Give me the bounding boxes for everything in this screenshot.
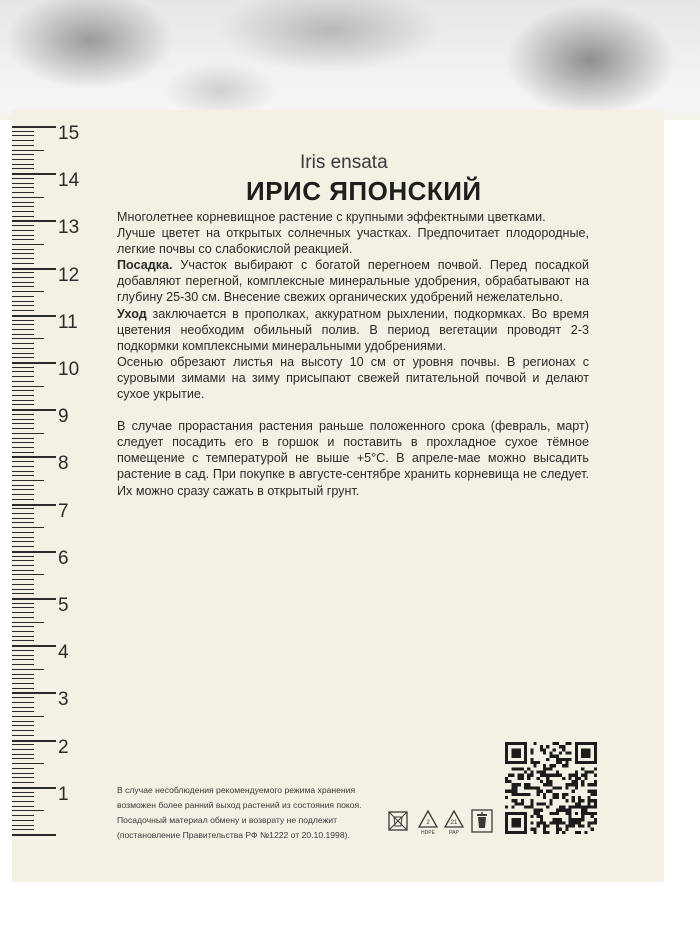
planting-label: Посадка. [117,258,173,273]
ruler-tick [12,301,34,302]
ruler-tick [12,249,34,250]
ruler-number: 14 [58,170,80,192]
ruler-tick [12,829,34,830]
ruler-tick [12,310,34,311]
ruler-tick [12,692,56,694]
ruler-number: 12 [58,264,80,286]
ruler-tick [12,442,34,443]
ruler-tick [12,650,34,651]
ruler-number: 6 [58,547,69,569]
ruler-tick [12,390,34,391]
ruler-tick [12,334,34,335]
care-text: заключается в прополках, аккуратном рыхлении, подкормках. Во время цветения необходим обильный полив. В период вегетации проводят 2-3 подкормки комплексными минеральными удобрениями. [117,306,589,353]
ruler-tick [12,631,34,632]
ruler-tick [12,574,44,575]
ruler-tick [12,664,34,665]
ruler-tick [12,475,34,476]
ruler-tick [12,754,34,755]
ruler-tick [12,367,34,368]
ruler-number: 4 [58,642,69,664]
ruler-tick [12,527,44,528]
ruler-tick [12,659,34,660]
recycle-hdpe-icon [417,808,439,836]
ruler-tick [12,683,34,684]
ruler-tick [12,669,44,670]
ruler-number: 10 [58,359,80,380]
ruler-tick [12,211,34,212]
ruler-tick [12,730,34,731]
ruler-tick [12,315,56,317]
ruler-tick [12,560,34,561]
ruler-tick [12,489,34,490]
ruler-number: 9 [58,406,69,428]
paragraph-care [117,306,589,354]
paragraph-autumn: Осенью обрезают листья на высоту 10 см от уровня почвы. В регионах с суровыми зимами на зиму присыпают свежей питательной почвой и делают сухое укрытие. [117,354,589,402]
ruler-tick [12,376,34,377]
ruler-tick [12,546,34,547]
ruler-tick [12,343,34,344]
ruler-number: 3 [58,689,69,711]
recycle-icons [387,808,497,836]
ruler-number: 1 [58,783,69,805]
ruler-tick [12,810,44,811]
ruler-tick [12,537,34,538]
footer-line: Посадочный материал обмену и возврату не подлежит [117,815,338,825]
ruler-tick [12,612,34,613]
ruler-tick [12,589,34,590]
ruler-tick [12,565,34,566]
ruler-tick [12,428,34,429]
ruler-number: 2 [58,736,69,758]
ruler-tick [12,655,34,656]
ruler-tick [12,513,34,514]
ruler-tick [12,763,44,764]
ruler-tick [12,456,56,458]
care-label: Уход [117,306,147,321]
pap-number: 21 [450,820,458,826]
ruler-tick [12,140,34,141]
ruler-tick [12,697,34,698]
ruler-tick [12,371,34,372]
ruler-tick [12,815,34,816]
ruler-tick [12,707,34,708]
ruler-tick [12,225,34,226]
ruler-tick [12,796,34,797]
ruler-tick [12,834,56,836]
ruler-tick [12,277,34,278]
trash-bin-icon [471,808,493,836]
ruler-tick [12,801,34,802]
paragraph-storage: В случае прорастания растения раньше положенного срока (февраль, март) следует посадить его в горшок и поставить в прохладное сухое тёмное помещение с температурой не выше +5°С. В апреле-мае можно высадить растение в сад. При покупке в августе-сентябре хранить корневища не следует. Их можно сразу сажать в открытый грунт. [117,419,589,498]
ruler-tick [12,678,34,679]
ruler-tick [12,291,44,292]
ruler-tick [12,286,34,287]
ruler-tick [12,551,56,553]
ruler-tick [12,178,34,179]
ruler-tick [12,338,44,339]
ruler-tick [12,485,34,486]
ruler-tick [12,768,34,769]
ruler-tick [12,183,34,184]
ruler-tick [12,579,34,580]
ruler-tick [12,640,34,641]
ruler-tick [12,150,44,151]
ruler-tick [12,716,44,717]
footer-line: (постановление Правительства РФ №1222 от 20.10.1998). [117,830,350,840]
ruler-tick [12,499,34,500]
ruler-tick [12,216,34,217]
ruler-tick [12,725,34,726]
ruler-tick [12,452,34,453]
ruler-tick [12,758,34,759]
ruler-tick [12,820,34,821]
ruler-number: 11 [58,311,78,333]
hdpe-label: HDPE [421,830,435,836]
ruler-tick [12,282,34,283]
ruler-tick [12,518,34,519]
ruler-tick [12,239,34,240]
ruler-tick [12,607,34,608]
ruler-tick [12,626,34,627]
ruler-tick [12,447,34,448]
ruler-tick [12,206,34,207]
footer-note [117,783,377,843]
ruler-tick [12,353,34,354]
ruler-tick [12,173,56,175]
ruler-tick [12,773,34,774]
ruler-tick [12,522,34,523]
ruler-tick [12,688,34,689]
ruler-tick [12,362,56,364]
ruler-number: 5 [58,595,69,616]
ruler-tick [12,423,34,424]
plastic-window [0,0,700,120]
ruler-tick [12,192,34,193]
ruler-tick [12,471,34,472]
ruler-tick [12,253,34,254]
footer-line: возможен более ранний выход растений из состояния покоя. [117,800,362,810]
planting-text: Участок выбирают с богатой перегноем почвой. Перед посадкой добавляют перегной, комплексные минеральные удобрения, обрабатывают на глубину 25-30 см. Внесение свежих органических удобрений нежелательно. [117,258,589,305]
pap-label: PAP [449,830,459,836]
ruler-tick [12,740,56,742]
ruler-tick [12,584,34,585]
plant-title: ИРИС ЯПОНСКИЙ [246,176,482,206]
hdpe-number: 2 [426,820,430,826]
ruler-tick [12,541,34,542]
ruler-tick [12,532,34,533]
ruler-tick [12,348,34,349]
ruler-tick [12,305,34,306]
ruler-tick [12,159,34,160]
ruler-tick [12,187,34,188]
ruler-tick [12,386,44,387]
ruler-tick [12,508,34,509]
ruler-tick [12,777,34,778]
footer-line: В случае несоблюдения рекомендуемого режима хранения [117,785,356,795]
ruler-tick [12,749,34,750]
ruler-tick [12,419,34,420]
ruler-tick [12,480,44,481]
ruler-tick [12,272,34,273]
ruler [12,118,92,838]
ruler-tick [12,711,34,712]
no-trash-box-icon [387,808,409,836]
ruler-tick [12,792,34,793]
ruler-tick [12,202,34,203]
recycle-pap-icon [443,808,465,836]
ruler-tick [12,721,34,722]
ruler-number: 13 [58,217,80,239]
paragraph-intro: Многолетнее корневищное растение с крупными эффектными цветками. [117,210,546,224]
qr-code [505,742,597,834]
ruler-tick [12,782,34,783]
ruler-tick [12,235,34,236]
ruler-tick [12,735,34,736]
ruler-tick [12,556,34,557]
ruler-tick [12,244,44,245]
ruler-number: 7 [58,500,69,522]
ruler-tick [12,164,34,165]
ruler-tick [12,135,34,136]
ruler-tick [12,466,34,467]
ruler-tick [12,504,56,506]
ruler-tick [12,230,34,231]
ruler-tick [12,622,44,623]
ruler-tick [12,461,34,462]
ruler-tick [12,400,34,401]
paragraph-conditions: Лучше цветет на открытых солнечных участках. Предпочитает плодородные, легкие почвы со слабокислой реакцией. [117,226,589,257]
ruler-tick [12,598,56,600]
ruler-tick [12,381,34,382]
ruler-tick [12,409,56,411]
ruler-number: 8 [58,453,69,475]
ruler-tick [12,636,34,637]
description [117,209,589,499]
ruler-tick [12,593,34,594]
ruler-tick [12,825,34,826]
ruler-tick [12,131,34,132]
ruler-tick [12,126,56,128]
ruler-tick [12,433,44,434]
ruler-tick [12,320,34,321]
ruler-tick [12,702,34,703]
ruler-tick [12,414,34,415]
ruler-tick [12,674,34,675]
ruler-tick [12,744,34,745]
ruler-tick [12,603,34,604]
ruler-tick [12,645,56,647]
ruler-tick [12,220,56,222]
ruler-tick [12,357,34,358]
ruler-tick [12,787,56,789]
ruler-tick [12,296,34,297]
ruler-tick [12,197,44,198]
ruler-tick [12,806,34,807]
ruler-tick [12,168,34,169]
ruler-tick [12,263,34,264]
ruler-tick [12,404,34,405]
ruler-number: 15 [58,123,80,144]
ruler-tick [12,617,34,618]
ruler-tick [12,494,34,495]
ruler-tick [12,145,34,146]
ruler-tick [12,395,34,396]
ruler-tick [12,268,56,270]
ruler-tick [12,329,34,330]
ruler-tick [12,324,34,325]
latin-name: Iris ensata [300,152,388,173]
ruler-tick [12,154,34,155]
ruler-tick [12,258,34,259]
ruler-tick [12,438,34,439]
paragraph-planting [117,257,589,305]
ruler-tick [12,570,34,571]
